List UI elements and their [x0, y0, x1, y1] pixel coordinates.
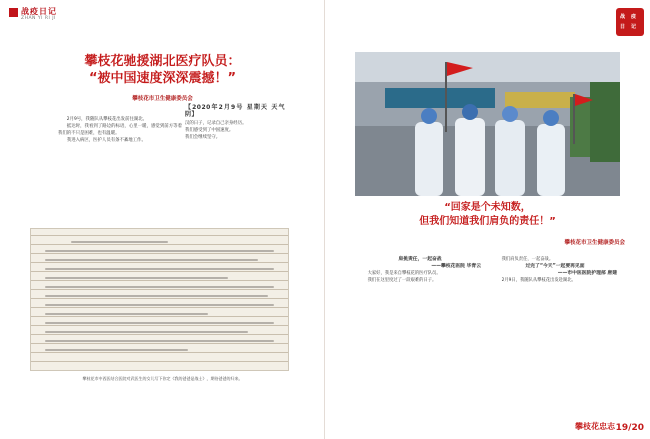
handwritten-letter-photo: [30, 228, 289, 371]
quote-line2: 但我们知道我们肩负的责任！”: [419, 216, 556, 227]
article-column-2: [185, 104, 285, 141]
publication-brand: 攀枝花忠志: [575, 422, 615, 431]
medical-team-photo: [355, 52, 620, 196]
paragraph: 我们在这里度过了一段艰难的日子。: [367, 278, 437, 284]
article-author: 攀枝花市卫生健康委员会: [564, 240, 625, 246]
diary-date: 【2020年2月9号 星期天 天气阴】: [185, 104, 285, 119]
article-column-1: [359, 256, 481, 284]
article-column-1: [58, 116, 182, 144]
section-byline: ——市中医医院护理部 唐建: [557, 271, 617, 277]
paragraph: 2月9日，我随队从攀枝花出发赴湖北。: [501, 278, 576, 284]
page-number: 19/20: [615, 423, 644, 433]
paragraph: 汉的日子，记录自己亲身经历。: [185, 121, 247, 127]
article-headline-line2: “被中国速度深深震撼！”: [88, 71, 237, 86]
paragraph: 2月9号，我随队从攀枝花出发前往湖北。: [66, 117, 148, 122]
paragraph: 我进入病区，医护人员有条不紊地工作。: [66, 138, 146, 144]
section-title: 过完了“今天”一起要再见面: [525, 264, 585, 270]
article-headline-line1: 攀枝花驰援湖北医疗队员：: [84, 54, 241, 69]
quote-line1: “回家是个未知数，: [444, 202, 531, 213]
article-author: 攀枝花市卫生健康委员会: [132, 96, 193, 102]
diary-seal-icon: 战 疫 日 记: [616, 8, 644, 36]
photo-caption: 攀枝花市中西医结合医院对武医生的女儿写下你定《我的爸爸是战士》，期待爸爸的归来。: [82, 376, 243, 381]
section-title: 战疫日记: [21, 7, 57, 16]
paragraph: 我们肩负责任，一起奋战。: [501, 257, 554, 262]
paragraph: 我们会继续坚守。: [185, 135, 221, 141]
article-column-2: [493, 256, 617, 284]
paragraph: 大家好，我是来自攀枝花的医疗队员。: [367, 271, 441, 277]
paragraph: 我们感受到了中国速度。: [185, 128, 234, 134]
section-title: 肩挑责任，一起奋战: [398, 257, 442, 262]
paragraph: 抵达时，我看到了路边的标语，心里一暖，感觉到前方等着我们的不只是困难，也有温暖。: [58, 124, 182, 137]
right-page: [325, 0, 650, 439]
diary-logo-icon: [9, 8, 18, 17]
section-subtitle: ZHAN YI RI JI: [21, 16, 56, 21]
section-byline: ——攀枝花医院 毕青云: [431, 264, 481, 270]
